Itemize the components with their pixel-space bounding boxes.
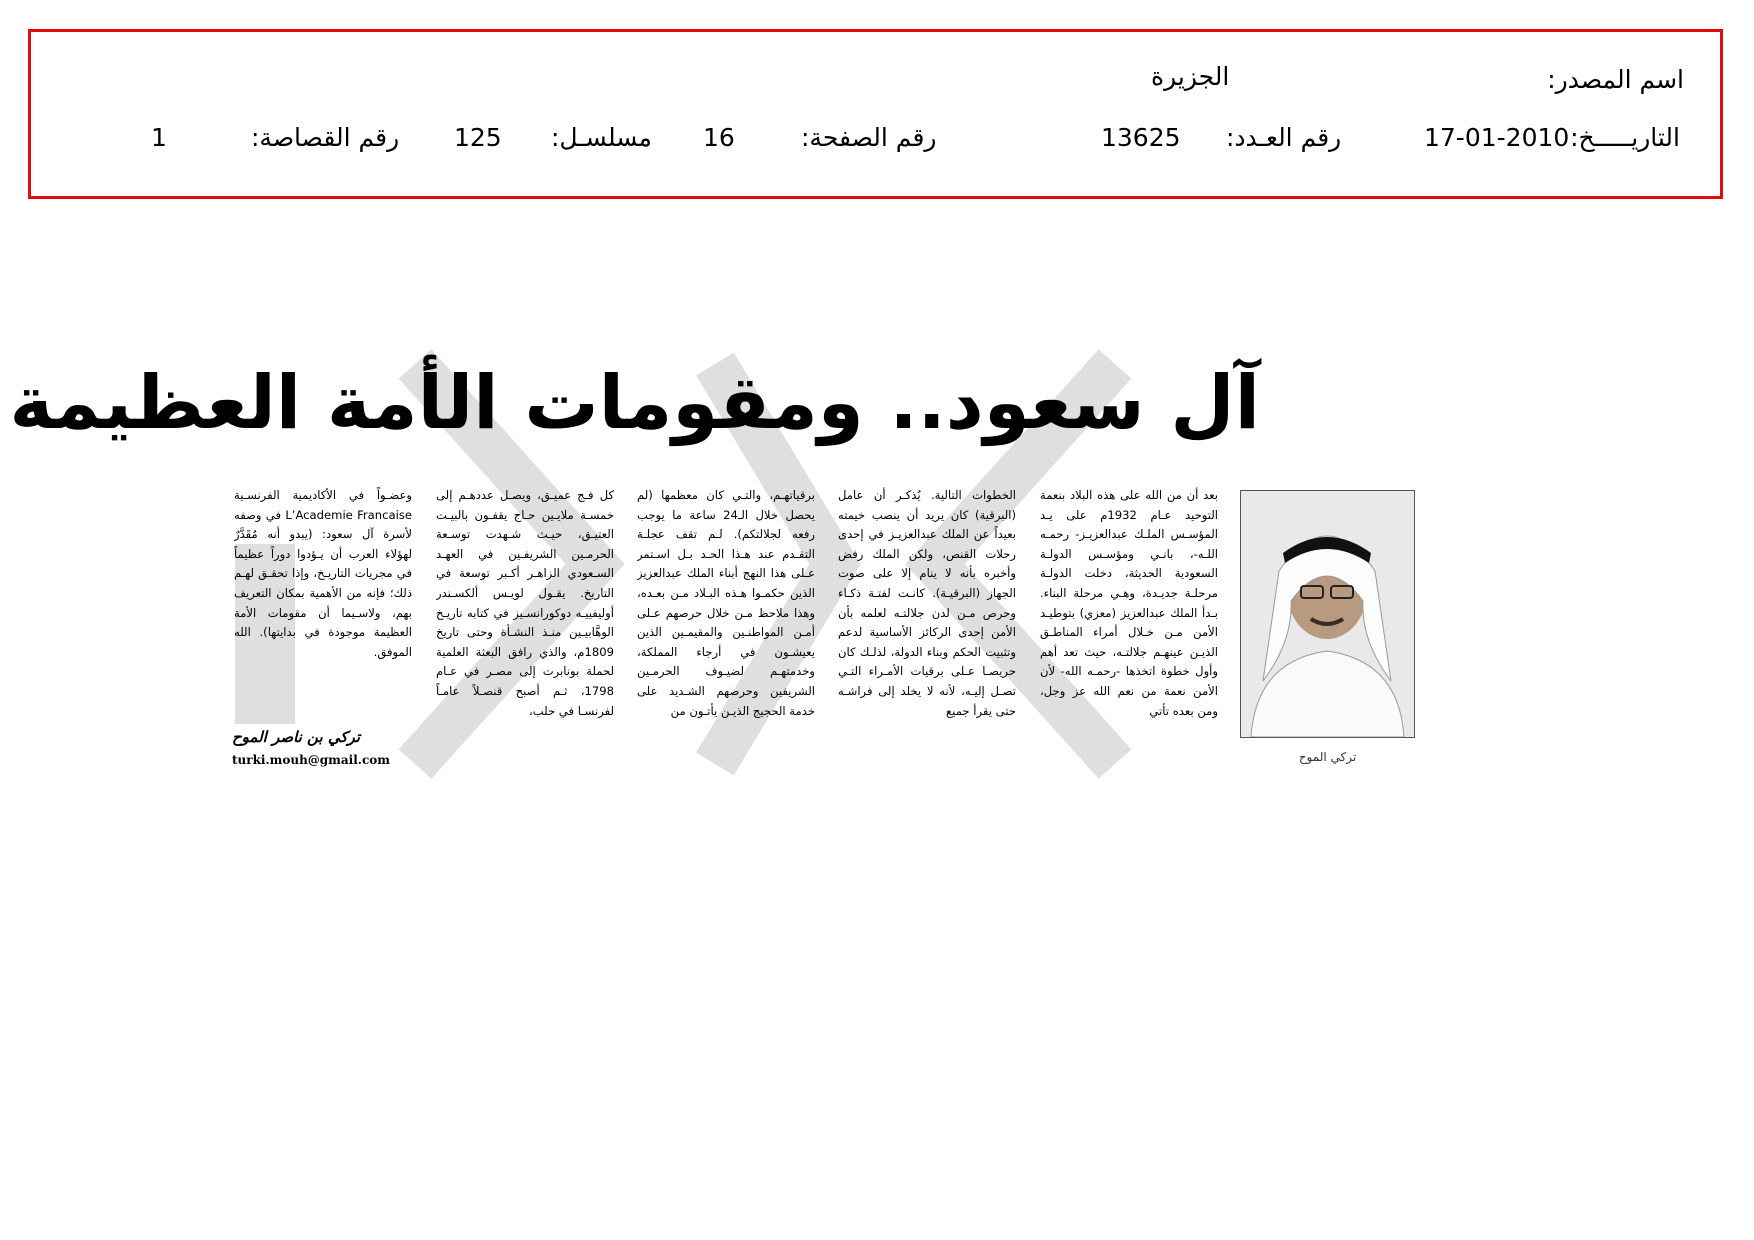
author-signature: تركي بن ناصر الموح <box>232 728 360 746</box>
column-1-text: بعد أن من الله على هذه البلاد بنعمة التوحيد عـام 1932م على يـد المؤسـس الملـك عبدالعزيـز- رحمـه اللـه-، بانـي ومؤسـس الدولـة السعودية الحديثة، دخلت الدولـة مرحلـة جديـدة، وهـي مرحلة البناء. بـدأ الملك عبدالعزيز (معزي) بتوطيـد الأمن مـن خـلال أمراء المناطـق الذيـن عينهـم جلالتـه، حيث تعد أهم وأول خطوة اتخذها -رحمـه الله- لأن الأمن نعمة من نعم الله عز وجل، ومن بعده تأتي <box>1040 488 1218 718</box>
page-label: رقم الصفحة: <box>801 123 937 152</box>
article-column-1 <box>1040 486 1218 768</box>
clip-label: رقم القصاصة: <box>251 123 400 152</box>
article-column-5 <box>234 486 412 706</box>
date-value: 17-01-2010 <box>1424 123 1570 152</box>
article-column-2 <box>838 486 1016 768</box>
article-headline: آل سعود.. ومقومات الأمة العظيمة <box>9 360 1260 446</box>
author-email[interactable]: turki.mouh@gmail.com <box>232 753 390 767</box>
source-label: اسم المصدر: <box>1547 65 1684 94</box>
column-5-text: وعضـواً في الأكاديمية الفرنسـية L’Academie Francaise في وصفه لأسرة آل سعود: (يبدو أنه مُقَدَّرٌ لهؤلاء العرب أن يـؤدوا دوراً عظيماً في مجريات التاريـخ، وإذا تحقـق لهـم ذلك؛ فإنه من الأهمية بمكان التعريف بهم، ولاسـيما أن مقومات الأمة العظيمة موجودة في بدايتها). الله الموفق. <box>234 488 412 659</box>
author-portrait-icon <box>1241 491 1414 737</box>
issue-value: 13625 <box>1101 123 1181 152</box>
author-photo <box>1240 490 1415 738</box>
column-3-text: برقياتهـم، والتـي كان معظمها (لم يحصل خلال الـ24 ساعة ما يوجب رفعه لجلالتكم). لـم تقف عجلـة التقـدم عند هـذا الحـد بـل اسـتمر عـلى هذا النهج أبناء الملك عبدالعزيز الذين حكمـوا هـذه البـلاد مـن بعـده، وهذا ملاحظ مـن خلال حرصهم عـلى أمـن المواطنـين والمقيمـين الذين يعيشـون في أرجاء المملكة، وخدمتهـم لضيـوف الحرمـين الشريفين وحرصهم الشـديد على خدمة الحجيج الذيـن يأتـون من <box>637 488 815 718</box>
article-column-3 <box>637 486 815 768</box>
clip-value: 1 <box>151 123 167 152</box>
source-value: الجزيرة <box>1151 62 1230 91</box>
photo-caption: تركي الموح <box>1298 750 1357 764</box>
article-column-4 <box>436 486 614 768</box>
column-4-text: كل فـج عميـق، ويصـل عددهـم إلى خمسـة ملايـين حـاج يقفـون بالبيـت العتيـق، حيـث شـهدت توسـعة الحرمـين الشريفـين في العهـد السـعودي الزاهـر أكـبر توسعة في التاريخ. يقـول لويـس ألكسـندر أوليفييـه دوكورانسـيز في كتابه تاريـخ الوهَّابيـين منـذ النشـأة وحتى تاريخ 1809م، والذي رافق البعثة العلمية لحملة بونابرت إلى مصـر في عـام 1798، ثـم أصبح قنصـلاً عامـاً لفرنسـا في حلب، <box>436 488 614 718</box>
issue-label: رقم العـدد: <box>1226 123 1342 152</box>
date-label: التاريـــــخ: <box>1570 123 1680 152</box>
metadata-box <box>28 29 1723 199</box>
page-value: 16 <box>703 123 735 152</box>
serial-label: مسلسـل: <box>551 123 652 152</box>
column-2-text: الخطوات التالية. يُذكـر أن عامل (البرقية) كان يريد أن ينصب خيمته بعيداً عن الملك عبدالعزيـز في إحدى رحلات القنص، ولكن الملك رفض وأخبره بأنه لا ينام إلا على صوت الجهاز (البرقيـة). كانـت لفتـة ذكـاء وحرص مـن لدن جلالتـه لعلمه بأن الأمن إحدى الركائز الأساسية لدعم وتثبيت الحكم وبناء الدولة، لذلـك كان حريصـا عـلى برقيات الأمـراء التـي تصـل إليـه، لأنه لا يخلد إلى فراشـه حتى يقرأ جميع <box>838 488 1016 718</box>
serial-value: 125 <box>454 123 502 152</box>
